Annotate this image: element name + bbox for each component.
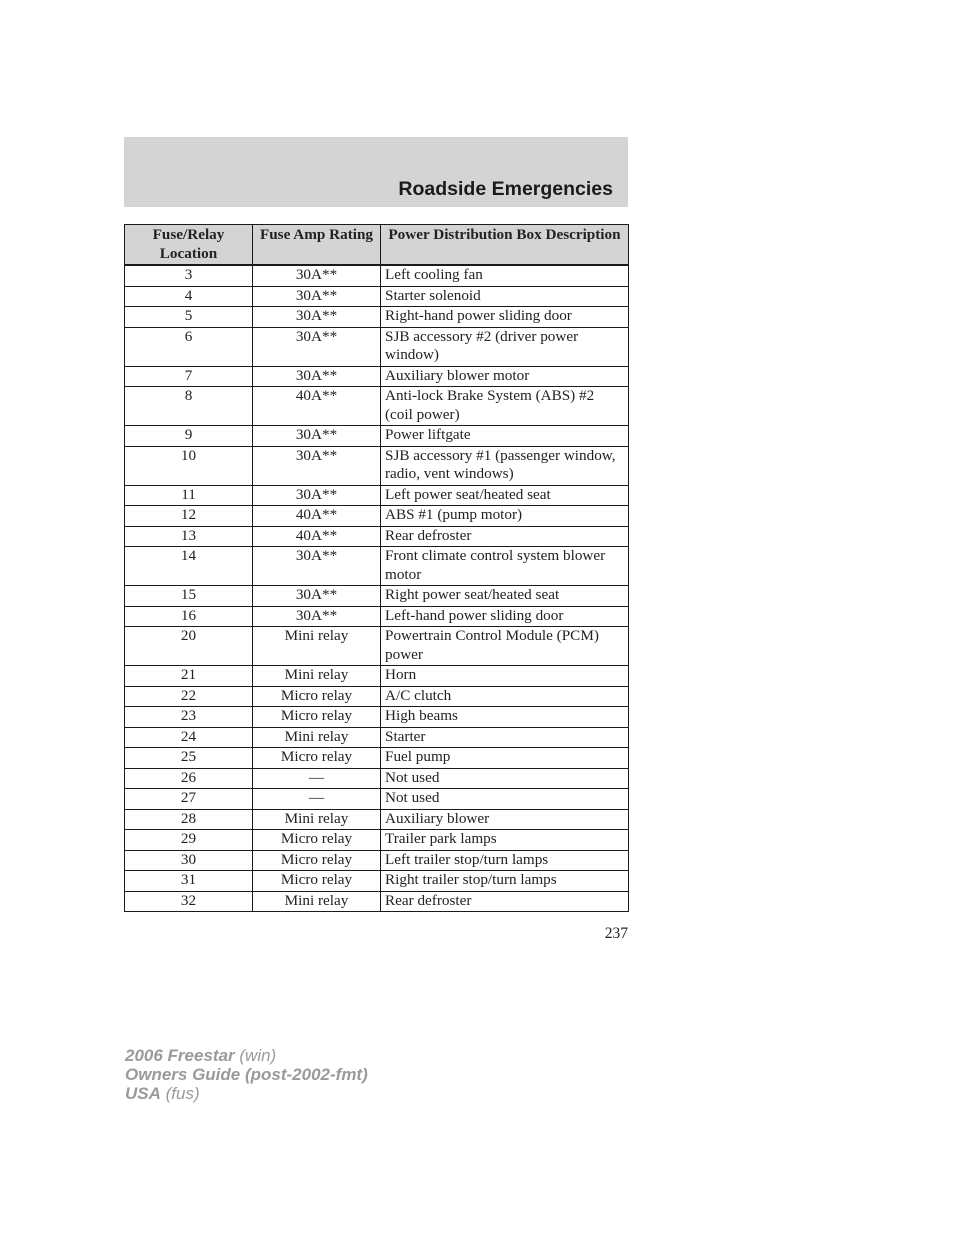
cell-location: 20: [125, 627, 253, 666]
cell-location: 10: [125, 446, 253, 485]
footer-line-market: [125, 1084, 368, 1103]
footer-line-guide: [125, 1065, 368, 1084]
cell-amp-rating: 30A**: [253, 327, 381, 366]
cell-description: Left-hand power sliding door: [381, 606, 629, 627]
table-row: [125, 286, 629, 307]
table-row: [125, 327, 629, 366]
cell-location: 22: [125, 686, 253, 707]
footer-market: USA: [125, 1084, 161, 1103]
cell-amp-rating: —: [253, 768, 381, 789]
table-row: [125, 586, 629, 607]
table-row: [125, 748, 629, 769]
cell-location: 14: [125, 547, 253, 586]
cell-description: SJB accessory #2 (driver power window): [381, 327, 629, 366]
cell-location: 8: [125, 387, 253, 426]
cell-amp-rating: 30A**: [253, 366, 381, 387]
cell-location: 11: [125, 485, 253, 506]
cell-description: ABS #1 (pump motor): [381, 506, 629, 527]
cell-description: Rear defroster: [381, 526, 629, 547]
column-header-amp-rating: Fuse Amp Rating: [253, 225, 381, 266]
cell-description: Starter solenoid: [381, 286, 629, 307]
table-row: [125, 485, 629, 506]
cell-description: Not used: [381, 768, 629, 789]
cell-description: Starter: [381, 727, 629, 748]
cell-amp-rating: Mini relay: [253, 627, 381, 666]
cell-description: SJB accessory #1 (passenger window, radio, vent windows): [381, 446, 629, 485]
table-row: [125, 727, 629, 748]
cell-amp-rating: Mini relay: [253, 809, 381, 830]
cell-location: 30: [125, 850, 253, 871]
cell-amp-rating: 30A**: [253, 586, 381, 607]
cell-amp-rating: 40A**: [253, 387, 381, 426]
cell-description: Left power seat/heated seat: [381, 485, 629, 506]
footer-model: 2006 Freestar: [125, 1046, 235, 1065]
cell-location: 9: [125, 426, 253, 447]
table-row: [125, 666, 629, 687]
cell-amp-rating: 30A**: [253, 307, 381, 328]
cell-location: 24: [125, 727, 253, 748]
cell-amp-rating: Micro relay: [253, 707, 381, 728]
table-header-row: [125, 225, 629, 266]
cell-location: 12: [125, 506, 253, 527]
table-row: [125, 426, 629, 447]
cell-amp-rating: 30A**: [253, 286, 381, 307]
table-row: [125, 686, 629, 707]
table-body: [125, 265, 629, 912]
table-row: [125, 830, 629, 851]
table-row: [125, 366, 629, 387]
cell-location: 26: [125, 768, 253, 789]
cell-amp-rating: 40A**: [253, 526, 381, 547]
cell-amp-rating: 30A**: [253, 426, 381, 447]
fuse-table: [124, 224, 629, 912]
cell-amp-rating: 30A**: [253, 265, 381, 286]
cell-location: 31: [125, 871, 253, 892]
cell-location: 25: [125, 748, 253, 769]
table-row: [125, 891, 629, 912]
cell-amp-rating: 30A**: [253, 606, 381, 627]
cell-location: 7: [125, 366, 253, 387]
cell-amp-rating: Mini relay: [253, 727, 381, 748]
cell-description: Right power seat/heated seat: [381, 586, 629, 607]
cell-location: 32: [125, 891, 253, 912]
cell-description: Auxiliary blower motor: [381, 366, 629, 387]
footer-model-code: (win): [239, 1046, 277, 1065]
cell-description: Left trailer stop/turn lamps: [381, 850, 629, 871]
cell-description: Power liftgate: [381, 426, 629, 447]
cell-description: Right-hand power sliding door: [381, 307, 629, 328]
cell-description: Fuel pump: [381, 748, 629, 769]
document-footer: [125, 1046, 368, 1103]
section-header-band: [124, 137, 628, 207]
cell-location: 21: [125, 666, 253, 687]
cell-amp-rating: —: [253, 789, 381, 810]
footer-guide: Owners Guide (post-2002-fmt): [125, 1065, 368, 1084]
cell-description: Left cooling fan: [381, 265, 629, 286]
table-row: [125, 789, 629, 810]
cell-amp-rating: 30A**: [253, 446, 381, 485]
cell-description: Anti-lock Brake System (ABS) #2 (coil power): [381, 387, 629, 426]
table-row: [125, 809, 629, 830]
cell-location: 15: [125, 586, 253, 607]
table-row: [125, 871, 629, 892]
table-row: [125, 850, 629, 871]
cell-description: Powertrain Control Module (PCM) power: [381, 627, 629, 666]
cell-location: 3: [125, 265, 253, 286]
cell-amp-rating: Micro relay: [253, 850, 381, 871]
cell-description: Not used: [381, 789, 629, 810]
cell-amp-rating: 40A**: [253, 506, 381, 527]
cell-description: A/C clutch: [381, 686, 629, 707]
cell-description: Trailer park lamps: [381, 830, 629, 851]
page-number: 237: [604, 925, 628, 942]
cell-location: 23: [125, 707, 253, 728]
table-row: [125, 506, 629, 527]
section-title: Roadside Emergencies: [398, 178, 613, 200]
cell-description: Rear defroster: [381, 891, 629, 912]
cell-location: 6: [125, 327, 253, 366]
footer-market-code: (fus): [165, 1084, 200, 1103]
cell-amp-rating: Micro relay: [253, 830, 381, 851]
table-row: [125, 446, 629, 485]
cell-amp-rating: Micro relay: [253, 748, 381, 769]
table-row: [125, 387, 629, 426]
cell-description: Right trailer stop/turn lamps: [381, 871, 629, 892]
cell-location: 16: [125, 606, 253, 627]
cell-description: Front climate control system blower motor: [381, 547, 629, 586]
cell-location: 4: [125, 286, 253, 307]
cell-description: High beams: [381, 707, 629, 728]
table-row: [125, 768, 629, 789]
table-row: [125, 526, 629, 547]
cell-amp-rating: 30A**: [253, 547, 381, 586]
table-row: [125, 627, 629, 666]
cell-location: 13: [125, 526, 253, 547]
cell-description: Auxiliary blower: [381, 809, 629, 830]
cell-location: 27: [125, 789, 253, 810]
cell-description: Horn: [381, 666, 629, 687]
cell-amp-rating: Mini relay: [253, 666, 381, 687]
column-header-description: Power Distribution Box Description: [381, 225, 629, 266]
cell-location: 5: [125, 307, 253, 328]
cell-amp-rating: Mini relay: [253, 891, 381, 912]
column-header-location: Fuse/Relay Location: [125, 225, 253, 266]
cell-amp-rating: Micro relay: [253, 686, 381, 707]
cell-location: 28: [125, 809, 253, 830]
table-row: [125, 707, 629, 728]
table-row: [125, 307, 629, 328]
table-row: [125, 265, 629, 286]
cell-amp-rating: Micro relay: [253, 871, 381, 892]
table-row: [125, 547, 629, 586]
footer-line-model: [125, 1046, 368, 1065]
cell-amp-rating: 30A**: [253, 485, 381, 506]
table-row: [125, 606, 629, 627]
cell-location: 29: [125, 830, 253, 851]
